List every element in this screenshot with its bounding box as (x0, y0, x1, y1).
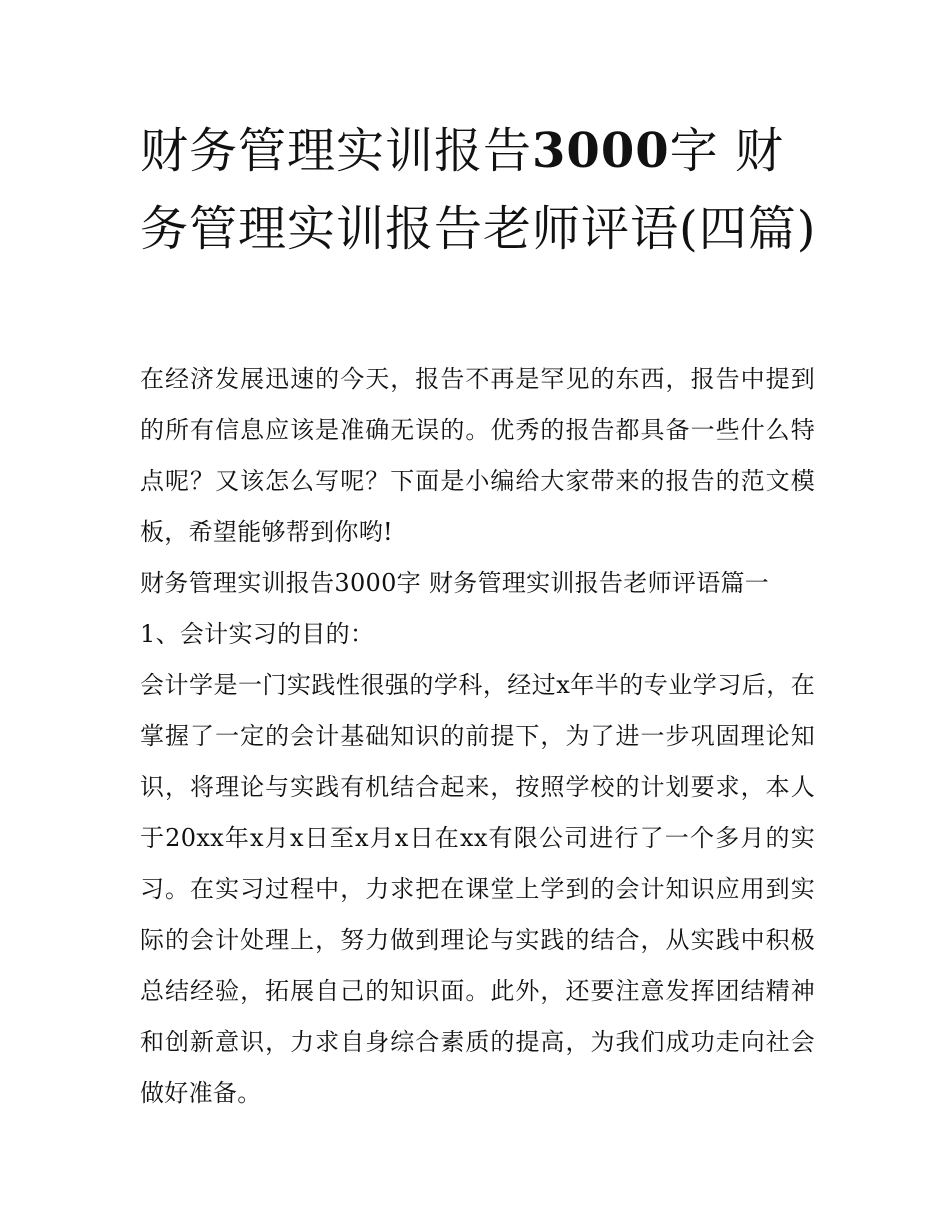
document-body (140, 354, 815, 1119)
intro-paragraph: 在经济发展迅速的今天，报告不再是罕见的东西，报告中提到的所有信息应该是准确无误的。优秀的报告都具备一些什么特点呢？又该怎么写呢？下面是小编给大家带来的报告的范文模板，希望能够帮到你哟! (140, 365, 815, 546)
document-title (140, 112, 820, 268)
title-number: 3000 (532, 123, 670, 179)
body-paragraph: 会计学是一门实践性很强的学科，经过x年半的专业学习后，在掌握了一定的会计基础知识的前提下，为了进一步巩固理论知识，将理论与实践有机结合起来，按照学校的计划要求，本人于20xx年x月x日至x月x日在xx有限公司进行了一个多月的实习。在实习过程中，力求把在课堂上学到的会计知识应用到实际的会计处理上，努力做到理论与实践的结合，从实践中积极总结经验，拓展自己的知识面。此外，还要注意发挥团结精神和创新意识，力求自身综合素质的提高，为我们成功走向社会做好准备。 (140, 671, 815, 1107)
section-heading: 财务管理实训报告3000字 财务管理实训报告老师评语篇一 (140, 569, 770, 597)
subsection-heading: 1、会计实习的目的： (140, 620, 375, 648)
title-part-2: 字 财务管理实训报告老师评语(四篇) (140, 123, 817, 257)
title-part-1: 财务管理实训报告 (140, 123, 533, 179)
